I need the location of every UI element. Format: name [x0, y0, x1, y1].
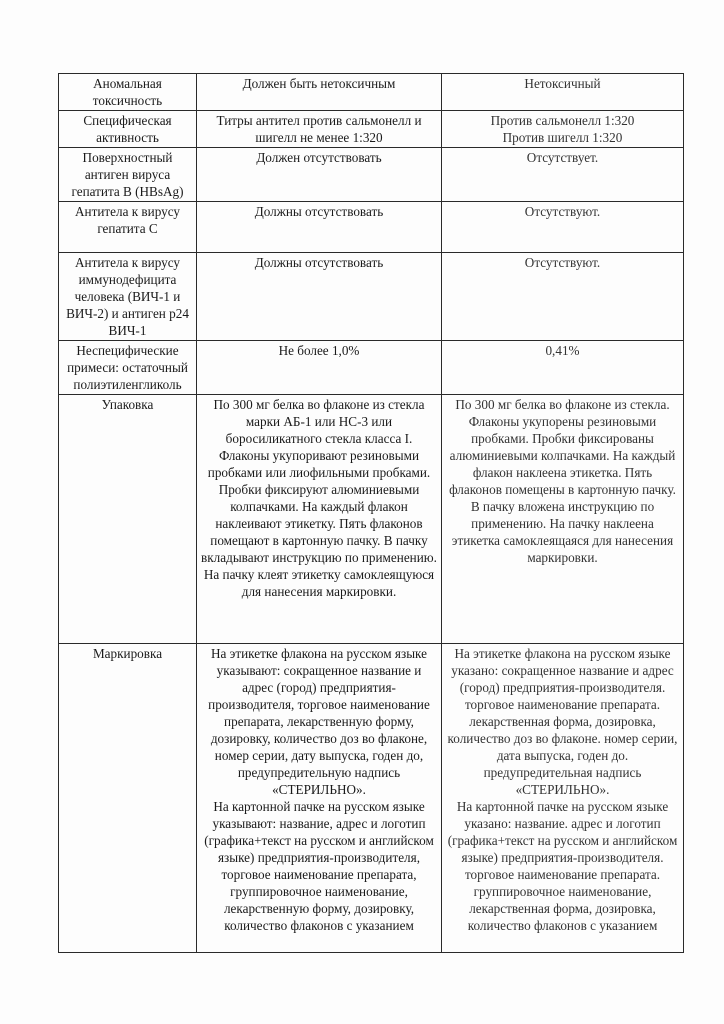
result-cell [442, 253, 684, 341]
result-cell [442, 395, 684, 644]
requirement-cell [197, 148, 442, 202]
result-text: Отсутствуют. [524, 204, 601, 219]
parameter-cell [59, 341, 197, 395]
result-cell [442, 341, 684, 395]
result-text: На этикетке флакона на русском языке указано: сокращенное название и адрес (город) предприятия-производителя. торговое наименование препарата. лекарственная форма, дозировка, количество доз во флаконе. номер серии, дата выпуска, годен до. предупредительная надпись «СТЕРИЛЬНО». На картонной пачке на русском языке указано: название. адрес и логотип (графика+текст на русском и английском языке) предприятия-производителя. торговое наименование препарата. группировочное наименование, лекарственная форма, дозировка, количество флаконов с указанием [447, 646, 678, 933]
result-cell [442, 148, 684, 202]
requirement-cell [197, 253, 442, 341]
requirement-cell [197, 341, 442, 395]
parameter-text: Антитела к вирусу иммунодефицита человека (ВИЧ-1 и ВИЧ-2) и антиген р24 ВИЧ-1 [66, 255, 189, 338]
requirement-text: Должны отсутствовать [254, 204, 384, 219]
parameter-text: Поверхностный антиген вируса гепатита В (HBsAg) [71, 150, 184, 199]
requirement-cell [197, 74, 442, 111]
result-cell [442, 74, 684, 111]
parameter-text: Неспецифические примеси: остаточный полиэтиленгликоль [67, 343, 188, 392]
table-row [59, 644, 684, 953]
result-text: Отсутствует. [526, 150, 599, 165]
parameter-text: Маркировка [92, 646, 163, 661]
parameter-cell [59, 202, 197, 253]
parameter-cell [59, 111, 197, 148]
parameter-cell [59, 148, 197, 202]
requirement-text: Должны отсутствовать [254, 255, 384, 270]
parameter-text: Упаковка [101, 397, 154, 412]
requirement-text: Должен отсутствовать [256, 150, 382, 165]
requirement-text: По 300 мг белка во флаконе из стекла марки АБ-1 или НС-3 или боросиликатного стекла класса I. Флаконы укупоривают резиновыми пробками или лиофильными пробками. Пробки фиксируют алюминиевыми колпачками. На каждый флакон наклеивают этикетку. Пять флаконов помещают в картонную пачку. В пачку вкладывают инструкцию по применению. На пачку клеят этикетку самоклеящуюся для нанесения маркировки. [201, 397, 437, 599]
requirement-text: Титры антител против сальмонелл и шигелл не менее 1:320 [216, 113, 422, 145]
table-row [59, 111, 684, 148]
specification-table [58, 73, 684, 953]
table-row [59, 395, 684, 644]
parameter-cell [59, 395, 197, 644]
result-text: 0,41% [545, 343, 580, 358]
parameter-text: Антитела к вирусу гепатита С [74, 204, 181, 236]
result-text: Против сальмонелл 1:320 Против шигелл 1:320 [490, 113, 635, 145]
result-text: Отсутствуют. [524, 255, 601, 270]
requirement-text: На этикетке флакона на русском языке указывают: сокращенное название и адрес (город) предприятия-производителя, торговое наименование препарата, лекарственную форму, дозировку, количество доз во флаконе, номер серии, дату выпуска, годен до, предупредительную надпись «СТЕРИЛЬНО». На картонной пачке на русском языке указывают: название, адрес и логотип (графика+текст на русском и английском языке) предприятия-производителя, торговое наименование препарата, группировочное наименование, лекарственную форму, дозировку, количество флаконов с указанием [204, 646, 434, 933]
parameter-cell [59, 253, 197, 341]
requirement-cell [197, 395, 442, 644]
result-cell [442, 644, 684, 953]
requirement-text: Должен быть нетоксичным [242, 76, 396, 91]
parameter-cell [59, 74, 197, 111]
result-cell [442, 111, 684, 148]
parameter-text: Специфическая активность [83, 113, 172, 145]
parameter-text: Аномальная токсичность [92, 76, 163, 108]
table-row [59, 202, 684, 253]
result-cell [442, 202, 684, 253]
table-row [59, 341, 684, 395]
requirement-text: Не более 1,0% [278, 343, 360, 358]
table-row [59, 253, 684, 341]
requirement-cell [197, 644, 442, 953]
requirement-cell [197, 111, 442, 148]
parameter-cell [59, 644, 197, 953]
requirement-cell [197, 202, 442, 253]
table-row [59, 74, 684, 111]
table-row [59, 148, 684, 202]
result-text: По 300 мг белка во флаконе из стекла. Флаконы укупорены резиновыми пробками. Пробки фиксированы алюминиевыми колпачками. На каждый флакон наклеена этикетка. Пять флаконов помещены в картонную пачку. В пачку вложена инструкцию по применению. На пачку наклеена этикетка самоклеящаяся для нанесения маркировки. [449, 397, 676, 565]
result-text: Нетоксичный [524, 76, 601, 91]
